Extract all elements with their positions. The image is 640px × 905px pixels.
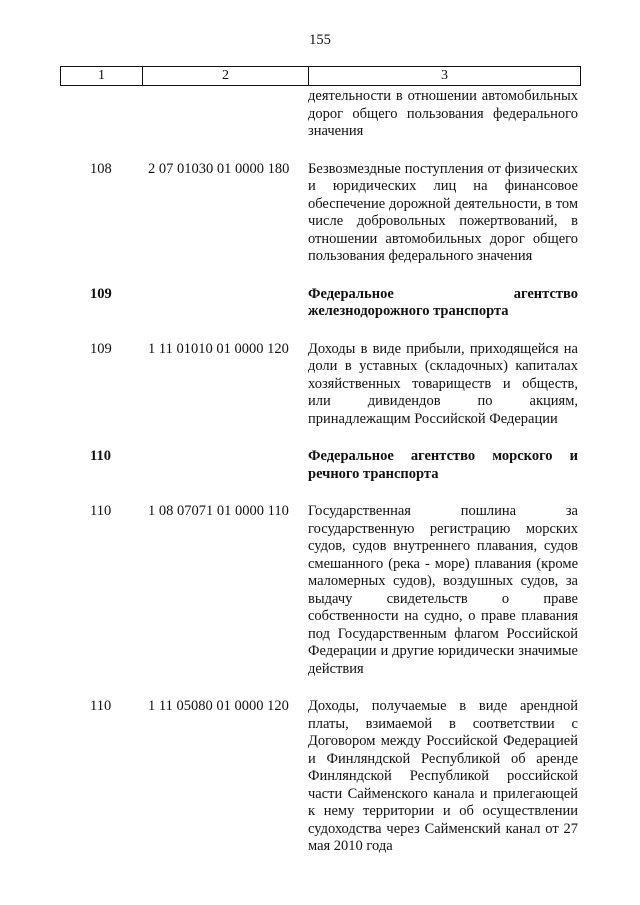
continuation-row (0, 88, 640, 141)
budget-classification-code: 1 11 01010 01 0000 120 (148, 340, 289, 357)
page-number: 155 (309, 32, 331, 48)
budget-classification-code: 1 08 07071 01 0000 110 (148, 503, 289, 519)
table-row (0, 698, 640, 856)
table-row (0, 341, 640, 429)
table-row (0, 503, 640, 678)
section-heading: Федеральное агентство морского и речного транспорта (308, 448, 578, 482)
budget-classification-code: 1 11 05080 01 0000 120 (148, 698, 289, 714)
table-header (60, 66, 581, 86)
table-header-col1: 1 (61, 67, 143, 85)
table-row (0, 161, 640, 266)
admin-code: 108 (90, 160, 112, 177)
table-body (0, 86, 640, 856)
budget-classification-code: 2 07 01030 01 0000 180 (148, 160, 290, 177)
admin-code: 110 (90, 503, 112, 519)
row-description: Безвозмездные поступления от физических и юридических лиц на финансовое обеспечение дорожной деятельности, в том числе добровольных пожертвований, в отношении автомобильных дорог общего пользования федерального значения (308, 160, 578, 264)
admin-code: 110 (90, 698, 112, 714)
table-header-col2: 2 (143, 67, 309, 85)
section-heading: Федеральное агентство железнодорожного транспорта (308, 285, 578, 319)
admin-code: 109 (90, 340, 112, 357)
admin-code: 109 (90, 285, 112, 302)
row-description: Доходы в виде прибыли, приходящейся на доли в уставных (складочных) капиталах хозяйственных товариществ и обществ, или дивидендов по акциям, принадлежащим Российской Федерации (308, 340, 578, 427)
table-row-section-heading (0, 448, 640, 483)
row-description: Государственная пошлина за государственную регистрацию морских судов, судов внутреннего плавания, судов смешанного (река - море) плавания (кроме маломерных судов), воздушных судов, за выдачу свидетельств о праве собственности на судно, о праве плавания под Государственным флагом Российской Федерации и другие юридически значимые действия (308, 503, 578, 677)
row-description: Доходы, получаемые в виде арендной платы, взимаемой в соответствии с Договором между Российской Федерацией и Финляндской Республикой об аренде Финляндской Республикой российской части Сайменского канала и прилегающей к нему территории и об осуществлении судоходства через Сайменский канал от 27 мая 2010 года (308, 698, 578, 854)
table-row-section-heading (0, 286, 640, 321)
table-header-col3: 3 (441, 68, 448, 83)
continuation-text: деятельности в отношении автомобильных дорог общего пользования федерального значения (308, 88, 578, 139)
admin-code: 110 (90, 448, 111, 464)
